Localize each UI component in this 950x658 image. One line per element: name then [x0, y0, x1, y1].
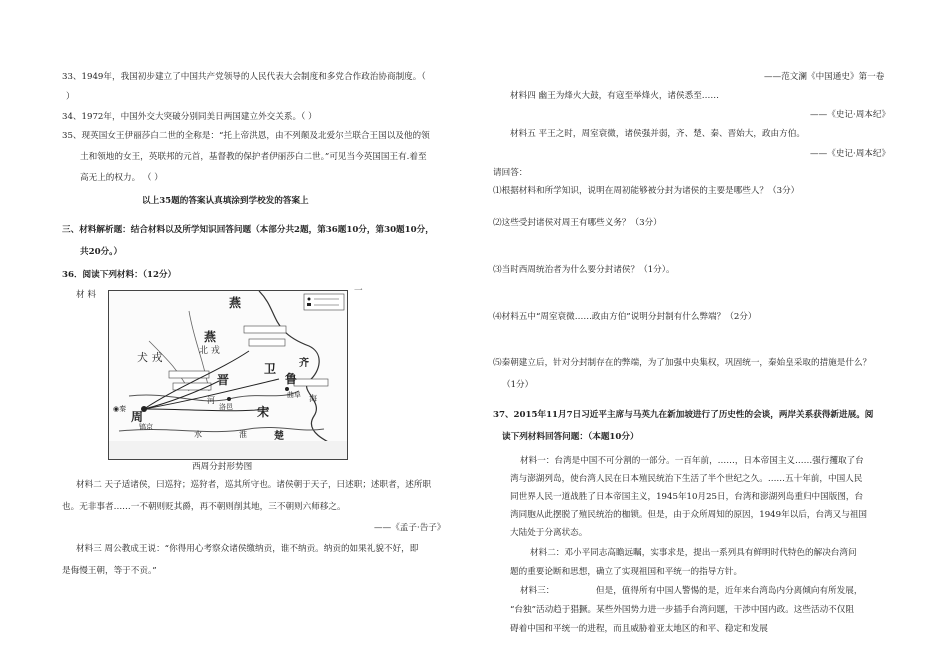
material4-text: 材料四 幽王为烽火大鼓，有寇至举烽火，诸侯悉至…… — [510, 91, 719, 101]
material3-line2: 是侮慢王朝，等于不贡。” — [62, 566, 157, 576]
q37-material1-line1: 材料一：台湾是中国不可分割的一部分。一百年前，……，日本帝国主义……强行攫取了台 — [520, 456, 864, 466]
map-label-qi: 齐 — [299, 358, 309, 369]
q37-material3-line2: “台独”活动趋于猖獗。某些外国势力进一步插手台湾问题，干涉中国内政。这些活动不仅阻 — [510, 605, 854, 615]
material5-source: ——《史记·周本纪》 — [810, 149, 891, 159]
material4-source: ——《史记·周本纪》 — [810, 110, 891, 120]
q33-line1: 33、1949年，我国初步建立了中国共产党领导的人民代表大会制度和多党合作政治协商制度。（ — [62, 72, 426, 82]
sub-question-2: ⑵这些受封诸侯对周王有哪些义务？（3分） — [493, 218, 662, 228]
q37-material1-line3: 同世界人民一道战胜了日本帝国主义，1945年10月25日，台湾和澎湖列岛重归中国版图，台 — [510, 492, 864, 502]
q33-line2: ） — [66, 92, 75, 102]
map-label-rong: 犬 戎 — [137, 351, 163, 364]
western-zhou-fief-map — [108, 290, 348, 460]
map-label-yan-top: 燕 — [229, 296, 242, 310]
q37-material3-label: 材料三： — [520, 586, 555, 596]
material1-label: 材 料 — [76, 290, 96, 300]
material5-text: 材料五 平王之时，周室衰微，诸侯强并弱，齐、楚、秦、晋始大，政由方伯。 — [510, 129, 805, 139]
map-drawing — [109, 291, 347, 459]
map-label-huai: 淮 — [239, 430, 247, 439]
material2-line1: 材料二 天子适诸侯，曰巡狩；巡狩者，巡其所守也。诸侯朝于天子，曰述职；述职者，述所职 — [76, 480, 432, 490]
q37-material3-line1: 但是，值得所有中国人警惕的是，近年来台湾岛内分离倾向有所发展， — [596, 586, 863, 596]
sub-question-5-line1: ⑸秦朝建立后，针对分封制存在的弊端，为了加强中央集权，巩固统一，秦始皇采取的措施是什么？ — [493, 358, 872, 368]
q37-material3-line3: 碍着中国和平统一的进程，而且威胁着亚太地区的和平、稳定和发展 — [510, 624, 768, 634]
sub-question-4: ⑷材料五中“周室衰微……政由方伯”说明分封制有什么弊端？（2分） — [493, 312, 757, 322]
sub-question-5-line2: （1分） — [502, 380, 534, 390]
map-label-yan: 燕 — [204, 330, 217, 344]
map-label-qufu: 曲阜 — [287, 391, 301, 399]
map-label-river-he: 河 — [207, 396, 215, 405]
map-label-chu: 楚 — [274, 431, 284, 442]
material2-line2: 也。无非事者……一不朝则贬其爵，再不朝则削其地，三不朝则六师移之。 — [62, 502, 346, 512]
answer-prompt: 请回答： — [493, 168, 528, 178]
section3-heading-line1: 三、材料解析题：结合材料以及所学知识回答问题（本部分共2题，第36题10分，第30题10分， — [62, 225, 434, 235]
map-label-luoyi: 洛邑 — [219, 403, 233, 411]
section3-heading-line2: 共20分。） — [80, 247, 123, 257]
q37-line2: 读下列材料回答问题：（本题10分） — [502, 432, 639, 442]
answer-notice: 以上35题的答案认真填涂到学校发的答案上 — [142, 196, 309, 206]
map-label-shui: 水 — [194, 430, 202, 439]
q34-text: 34、1972年，中国外交大突破分别同美日两国建立外交关系。（ ） — [62, 112, 317, 122]
map-label-qin: ◉秦 — [113, 405, 127, 413]
map-label-wei: 卫 — [264, 362, 277, 376]
q36-title: 36．阅读下列材料：（12分） — [62, 270, 177, 280]
material2-source: ——《孟子·告子》 — [374, 523, 446, 533]
map-label-hai: 海 — [309, 394, 317, 403]
map-label-haojing: 镐京 — [139, 423, 153, 431]
q35-line3: 高无上的权力。 （ ） — [80, 173, 163, 183]
map-label-zhou: 周 — [131, 410, 144, 424]
q37-material1-line4: 湾同胞从此摆脱了殖民统治的枷锁。但是，由于众所周知的原因，1949年以后，台湾又与祖国 — [510, 510, 868, 520]
map-label-song: 宋 — [257, 405, 270, 419]
sub-question-1: ⑴根据材料和所学知识，说明在周初能够被分封为诸侯的主要是哪些人？（3分） — [493, 186, 800, 196]
q37-material2-line1: 材料二：邓小平同志高瞻远瞩，实事求是，提出一系列具有鲜明时代特色的解决台湾问 — [530, 548, 857, 558]
map-label-jin: 晋 — [217, 373, 230, 387]
q37-material2-line2: 题的重要论断和思想，确立了实现祖国和平统一的指导方针。 — [510, 567, 743, 577]
q37-line1: 37、2015年11月7日习近平主席与马英九在新加坡进行了历史性的会谈，两岸关系获得新进展。阅 — [493, 410, 874, 420]
q35-line1: 35、现英国女王伊丽莎白二世的全称是：“托上帝洪恩，由不列颠及北爱尔兰联合王国以及他的领 — [62, 131, 430, 141]
q35-line2: 土和领地的女王，英联邦的元首，基督教的保护者伊丽莎白二世。”可见当今英国国王有.着至 — [80, 152, 427, 162]
q37-material1-line2: 湾与澎湖列岛，使台湾人民在日本殖民统治下生活了半个世纪之久。……五十年前，中国人民 — [510, 474, 863, 484]
q37-material1-line5: 大陆处于分离状态。 — [510, 528, 588, 538]
source-top: ——范文澜《中国通史》第一卷 — [764, 72, 885, 82]
material3-line1: 材料三 周公教成王说：“你得用心考察众诸侯缴纳贡，谁不纳贡。纳贡的如果礼貌不好，即 — [76, 544, 419, 554]
map-label-beirong: 北 戎 — [199, 346, 220, 356]
sub-question-3: ⑶当时西周统治者为什么要分封诸侯？（1分）。 — [493, 265, 675, 275]
map-caption: 西周分封形势图 — [192, 462, 253, 472]
material1-dash: 一 — [354, 286, 363, 296]
map-label-lu: 鲁 — [285, 372, 298, 386]
